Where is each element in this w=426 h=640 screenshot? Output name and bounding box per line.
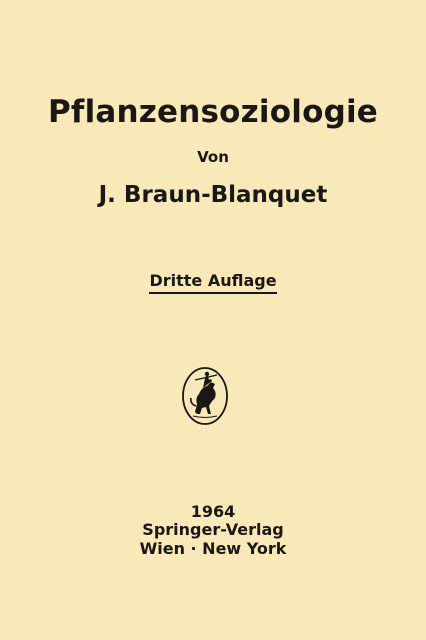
edition-block [0, 271, 426, 294]
springer-logo-icon [181, 366, 229, 426]
edition-label: Dritte Auflage [149, 271, 276, 294]
publication-place: Wien · New York [139, 539, 287, 558]
publication-year: 1964 [190, 502, 236, 521]
author-name: J. Braun-Blanquet [98, 182, 328, 208]
book-title: Pflanzensoziologie [47, 94, 379, 130]
publisher-name: Springer-Verlag [142, 520, 284, 539]
by-line: Von [197, 148, 229, 166]
